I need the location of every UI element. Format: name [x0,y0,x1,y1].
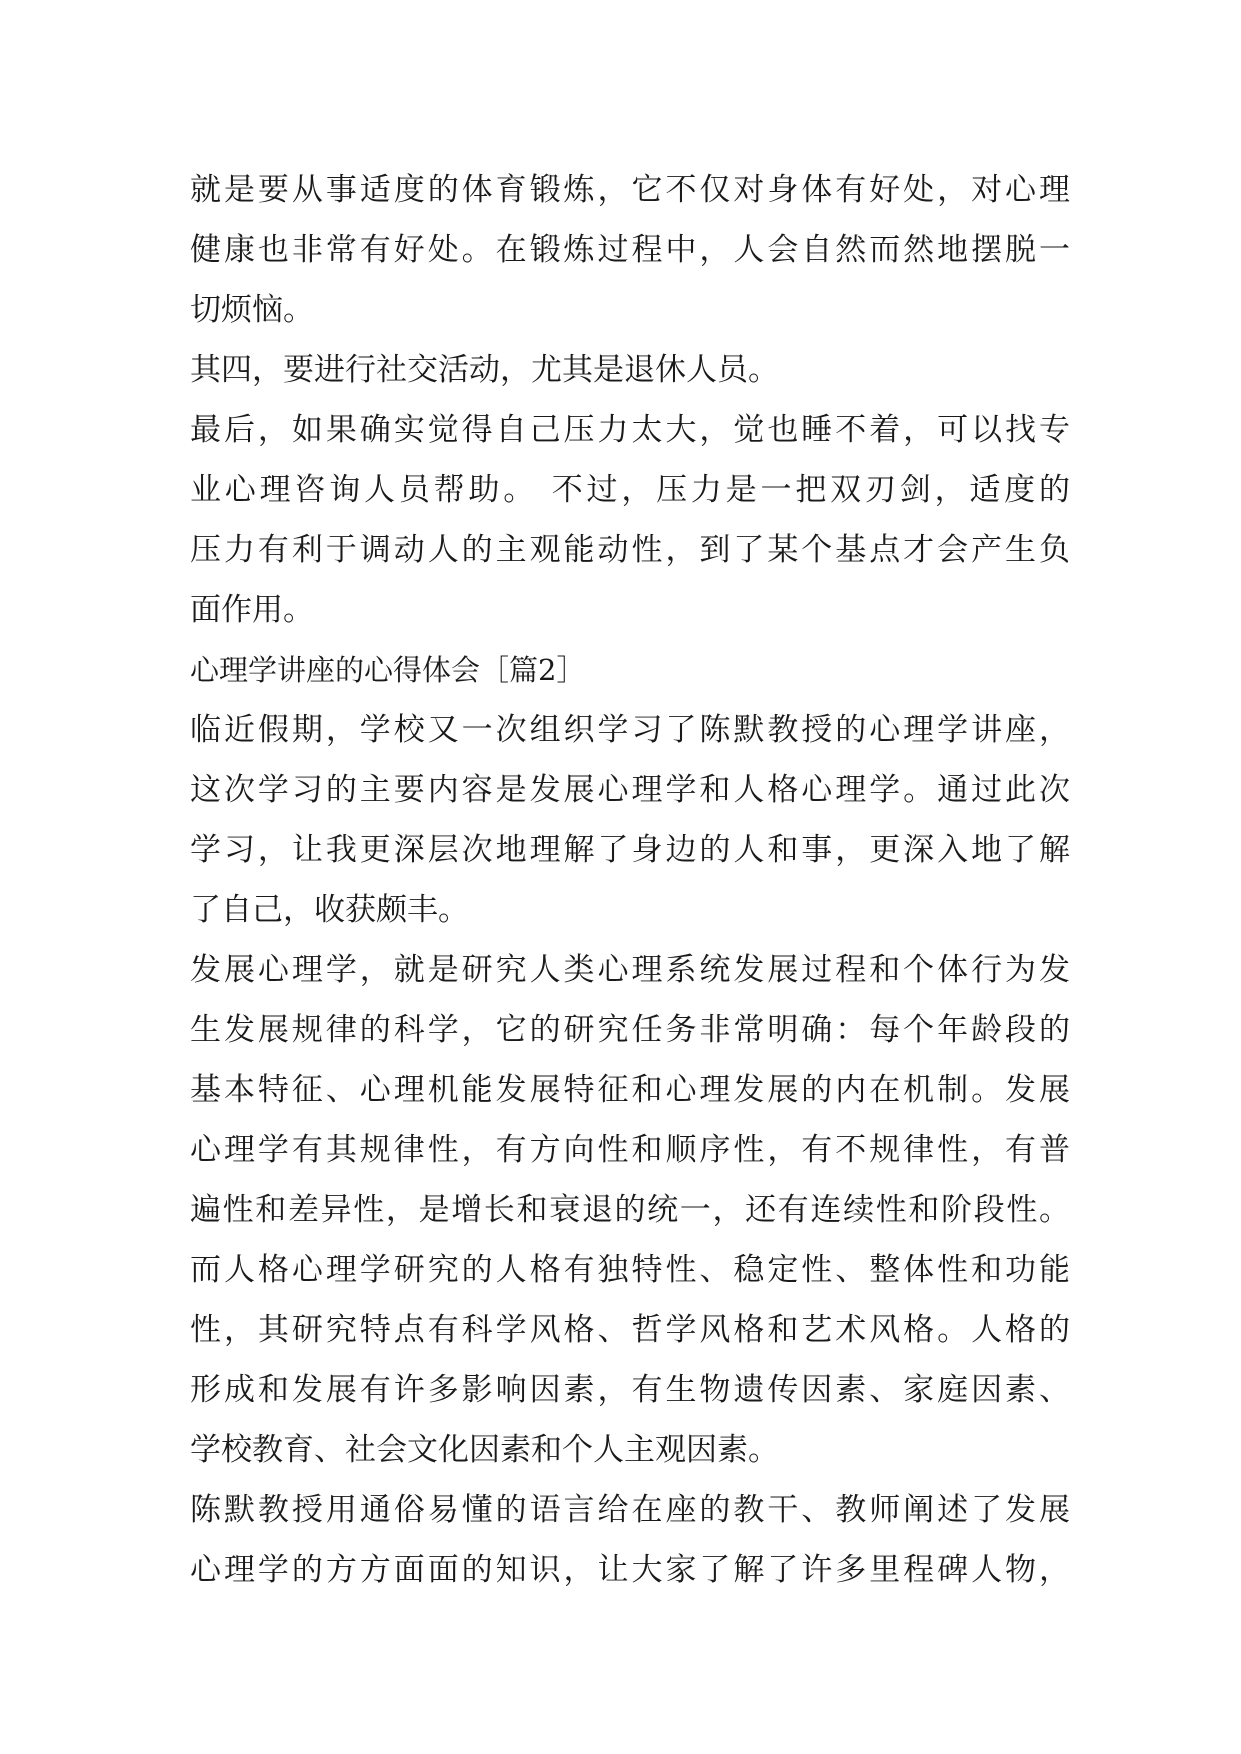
text-line: 而人格心理学研究的人格有独特性、稳定性、整体性和功能 [190,1252,1070,1288]
text-line: 这次学习的主要内容是发展心理学和人格心理学。通过此次 [190,772,1070,808]
text-line: 学校教育、社会文化因素和个人主观因素。 [190,1432,779,1468]
text-line: 学习，让我更深层次地理解了身边的人和事，更深入地了解 [190,832,1070,868]
text-line: 临近假期，学校又一次组织学习了陈默教授的心理学讲座， [190,712,1070,748]
section-heading: 心理学讲座的心得体会［篇2］ [190,653,586,687]
text-line: 性，其研究特点有科学风格、哲学风格和艺术风格。人格的 [190,1312,1070,1348]
text-line: 面作用。 [190,592,314,628]
text-line: 发展心理学，就是研究人类心理系统发展过程和个体行为发 [190,952,1070,988]
text-line: 陈默教授用通俗易懂的语言给在座的教干、教师阐述了发展 [190,1492,1070,1528]
text-line: 形成和发展有许多影响因素，有生物遗传因素、家庭因素、 [190,1372,1070,1408]
text-line: 心理学的方方面面的知识，让大家了解了许多里程碑人物， [190,1552,1070,1588]
text-line: 切烦恼。 [190,292,314,328]
text-line: 遍性和差异性，是增长和衰退的统一，还有连续性和阶段性。 [190,1192,1070,1228]
text-line: 了自己，收获颇丰。 [190,892,469,928]
text-line: 基本特征、心理机能发展特征和心理发展的内在机制。发展 [190,1072,1070,1108]
text-line: 最后，如果确实觉得自己压力太大，觉也睡不着，可以找专 [190,412,1070,448]
text-line: 其四，要进行社交活动，尤其是退休人员。 [190,352,779,388]
text-line: 压力有利于调动人的主观能动性，到了某个基点才会产生负 [190,532,1070,568]
text-line: 心理学有其规律性，有方向性和顺序性，有不规律性，有普 [190,1132,1070,1168]
text-line: 业心理咨询人员帮助。 不过，压力是一把双刃剑，适度的 [190,472,1070,508]
document-body [190,160,1070,1600]
text-line: 健康也非常有好处。在锻炼过程中，人会自然而然地摆脱一 [190,232,1070,268]
text-line: 生发展规律的科学，它的研究任务非常明确：每个年龄段的 [190,1012,1070,1048]
text-line: 就是要从事适度的体育锻炼，它不仅对身体有好处，对心理 [190,172,1070,208]
